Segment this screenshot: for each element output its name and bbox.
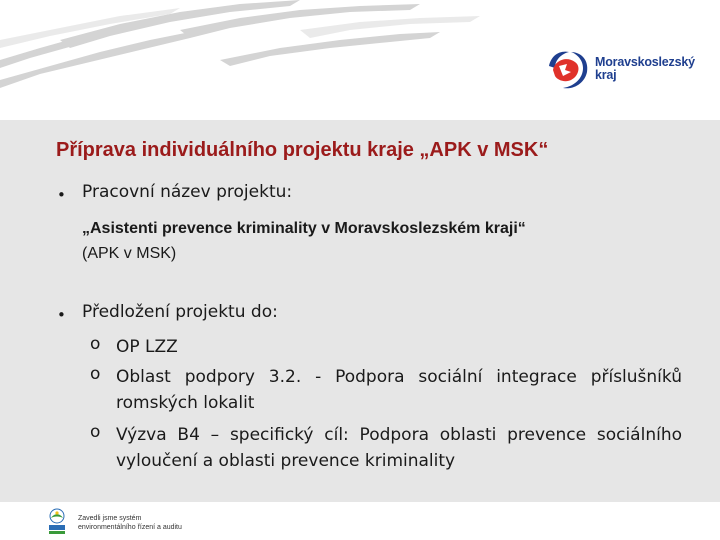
sub-bullet-o-icon: o <box>90 422 101 442</box>
emas-logo-icon <box>46 507 68 537</box>
sub-item-op-lzz: OP LZZ <box>116 337 178 357</box>
footer-line-2: environmentálního řízení a auditu <box>78 524 182 531</box>
footer-caption <box>78 514 182 532</box>
bullet-submission-label: Předložení projektu do: <box>82 302 278 322</box>
slide-title: Příprava individuálního projektu kraje „APK v MSK“ <box>56 139 549 161</box>
project-abbreviation-line: (APK v MSK) <box>82 245 177 262</box>
logo-line-2: kraj <box>595 68 617 82</box>
project-name-line: „Asistenti prevence kriminality v Moravskoslezském kraji“ <box>82 220 526 237</box>
logo-line-1: Moravskoslezský <box>595 55 695 69</box>
moravskoslezsky-kraj-logo <box>545 46 695 94</box>
bullet-dot-icon: • <box>57 306 66 324</box>
sub-bullet-o-icon: o <box>90 364 101 384</box>
bullet-dot-icon: • <box>57 186 66 204</box>
bullet-working-title-label: Pracovní název projektu: <box>82 182 293 202</box>
sub-bullet-o-icon: o <box>90 334 101 354</box>
moravskoslezsky-kraj-emblem-icon <box>545 46 591 94</box>
slide-header <box>0 0 720 120</box>
footer-line-1: Zavedli jsme systém <box>78 515 142 522</box>
sub-item-call-b4: Výzva B4 – specifický cíl: Podpora oblasti prevence sociálního vyloučení a oblasti prevence kriminality <box>116 425 682 471</box>
sub-item-support-area: Oblast podpory 3.2. - Podpora sociální integrace příslušníků romských lokalit <box>116 367 682 413</box>
wave-stripes-decoration <box>0 0 560 120</box>
